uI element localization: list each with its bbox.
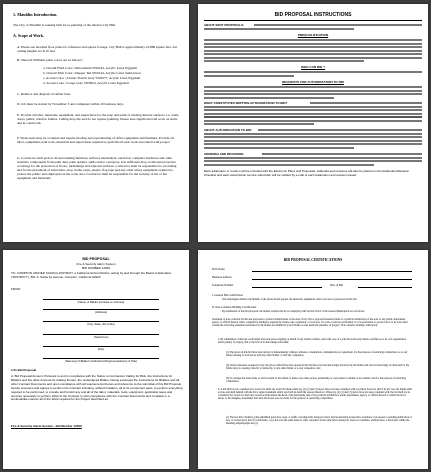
text-line (204, 97, 334, 99)
text-line (310, 102, 422, 104)
text-line (258, 129, 422, 131)
cert-paragraph-3: (3) No attempt has been made or will be made by the bidder to induce any other person, partnership or corporation to submit or not submit a bid for the purpose of restricting competition. (226, 377, 406, 384)
who-heading: WHO CAN BID ? (300, 65, 326, 69)
date-line (358, 287, 412, 288)
text-line (204, 160, 422, 162)
text-line (254, 24, 422, 26)
general-cert-body: The undersigned bidder will furnish, at the prices herein quoted, the materials, equipment, and/or services as proposed on this bid. (222, 298, 357, 301)
scope-item-c: C. Remove and disposal of rubber base. (17, 92, 72, 96)
text-line (204, 133, 422, 135)
bid-proposal-body: A. Bid Proposal Amount: Pursuant to and in compliance with the Notice to Contractors Calling for Bids, the Instructions for Bidders and the other documents relating thereto, the undersigned Bidder, having examined the Instructions for Bidders and all other Contract Documents and upon compliance with all requirements therein and reference to the submittal of this Bid Proposal, hereby proposes and agrees to perform the Contract including, without limitation, all of its component parts, to perform everything required to be performed, to provide and furnish any and all of the labor, materials, tools, equipment, applicable taxes and services necessary to perform Work of the Contract in strict compliance with the Contract Documents and complete in a workmanlike manner all of the Work required for the Project described as: (11, 374, 183, 402)
text-line (204, 109, 422, 111)
prequal-heading: PREQUALIFICATION (297, 33, 329, 37)
scope-item-b: B. Sherwin Williams paint colors are as follows: (17, 58, 83, 62)
instructions-title: BID PROPOSAL INSTRUCTIONS (274, 12, 352, 18)
scope-item-f: F. Work areas may be occupied and require moving and repositioning of office equipment and furniture. Provide all labor, equipment, haul tools, materials and supervision required to perform all such work associated with project. (17, 136, 174, 145)
cert-paragraph-b: b. A bid shall not be considered for award nor shall any award be made where (a) (1) (2) and (3) above have not been complied with; provided, however, that if in any case the bidder shall at state and shall furnish with the bid a signed statement which sets forth in detail the reasons therefore. Where (a) (1) (2) and (3) above have not been complied with, the bid shall not be considered for award nor shall any award be made unless the head of the purchasing unit of the political subdivision, public department, agency or official thereof to which the bid is made, or his designee, determines that such disclosure was not made for the purpose of restricting competition. (218, 388, 413, 401)
text-line (204, 57, 422, 59)
doc-page-certifications (198, 250, 428, 469)
color-c: c. Accent Color =Classic French Gray SW0077, Acrylic Latex Eggshell (43, 76, 141, 80)
cert-paragraph-a: a. By submission of this bid, each bidder and each person signing on behalf of any bidder certifies, and in the case of a joint bid each party thereto certifies as to its own organization, under penalty of perjury, that to the best of its knowledge and belief: (218, 338, 407, 345)
addenda-footer: Each addendum or revision will be included with the Electronic Plans and Proposals. Addenda and revisions will also be placed on the Addendum/Revision Checklist and each subscription service subscriber will be notified by e-mail of each addendum and revision issued. (204, 169, 410, 177)
about-heading: ABOUT AUTHORIZATION TO BID: (204, 128, 252, 132)
cert-paragraph-1: (1) The prices in this bid have been arrived at independently without collusion, consultation, communication or agreement, for the purpose of restricting competition, as to any matter relating to such prices with any other bidder or with any competitor; (226, 351, 408, 358)
text-line (204, 123, 314, 125)
addenda-heading: ADDENDA AND REVISIONS: (204, 152, 245, 156)
bid-proposal-project: Fire & Security Alarm System - Bid Number 12009 (11, 424, 82, 428)
submit-heading: ABOUT IDIOT PROPOSALS: (204, 23, 245, 27)
business-address-line (252, 279, 412, 280)
color-d: d. Accent Color =Cargo Gray SW0024, Acrylic Latex Eggshell (43, 81, 129, 85)
cert-paragraph-c: (1) The fact that a bidder (a) has published price lists, rates, or tariffs covering items being procured, (b) has informed prospective customers of proposed or pending publication of new or revised price lists for such items, or (c) has sold the same items to other customers at the same prices being bid, does not constitute, without more, a disclosure within the meaning subparagraph one (a). (226, 416, 412, 426)
text-line (204, 39, 422, 41)
text-line (204, 53, 422, 55)
certifications-title: BID PROPOSAL CERTIFICATIONS (283, 258, 343, 262)
text-line (204, 43, 422, 45)
text-line (204, 113, 422, 115)
label-firm: Firm Name (212, 268, 225, 271)
label-fax: (Fax) (97, 347, 105, 351)
text-line (204, 46, 422, 48)
doc-page-instructions (198, 4, 428, 242)
text-line (262, 153, 422, 155)
requests-heading: REQUESTS FOR AUTHORIZATION TO BID (282, 80, 344, 84)
text-line (204, 136, 422, 138)
scope-item-e: E. Provide all labor, materials, equipment, and supervision for the prep and paint of existing interior surfaces, i.e. walls, doors, jambs, window frames, Ceiling drop tile and do not require painting. Please note significant trim work on stairs and in courtroom. (17, 113, 180, 126)
proposal-from: FROM: (11, 287, 21, 291)
cert-paragraph-2: (2) Unless otherwise required by law, the prices which have been quoted in this bid have not been knowingly disclosed by the bidder and will not knowingly be disclosed by the bidder prior to opening, directly or indirectly, to any other bidder or to any competitor; and (226, 364, 410, 371)
proposal-to: TO: COMPTON UNIFIED SCHOOL DISTRICT, a California School District, acting by and through the Board of Education ("DISTRICT"), 501 S. Santa Fe Avenue, Compton, California 90220 (11, 271, 172, 279)
label-address: (Address) (94, 310, 108, 314)
text-line (204, 71, 422, 73)
what-heading: WHAT CONSTITUTES WRITTEN AUTHORIZATION TO BID? (204, 101, 288, 105)
noncollusive-body: By submission of this bid proposal, the bidder certifies that he is complying with Section 103-d of the General Municipal Law as follows: (222, 310, 365, 313)
proposal-subtitle-1: Fire & Security Alarm System (76, 262, 116, 266)
text-line (204, 50, 422, 52)
section-heading: 1. Mauldin Introduction. (13, 12, 58, 17)
scope-item-g: G. Contractor shall protect all surrounding furniture, surfaces mechanical, electrical, computer hardware and other sensitive components from paint dust, paint splatter, spills and/or overspray. Use sufficient drop cloths and protective coverings for the protection of floors, furnishings and adjacent surfaces. Contractor shall be responsible for providing and for the placement of barricades, drop cloths, tarps, plastic, flag tape and any other safety equipment required to protect the public and employees in the work area. Contractor shall be responsible for the security of his or her equipment and materials. (17, 156, 177, 181)
label-representative: (Name(s) of Bidder's Authorized Representative(s) & Title) (65, 359, 137, 363)
text-line (204, 120, 422, 122)
text-line (204, 60, 364, 62)
label-date-of-bid: Date of Bid (330, 284, 344, 287)
text-line (204, 147, 354, 149)
intro-paragraph: The City of Mauldin is seeking bids for re-painting of the interior City Hall. (13, 23, 117, 27)
text-line (204, 90, 422, 92)
firm-line (252, 271, 412, 272)
text-line (204, 164, 374, 166)
text-line (204, 157, 422, 159)
text-line (204, 93, 422, 95)
label-phone: (Telephone) (93, 335, 109, 339)
text-line (204, 116, 422, 118)
proposal-subtitle-2: BID NUMBER 12009 (81, 266, 110, 270)
text-line (204, 86, 422, 88)
text-line (204, 140, 422, 142)
label-city: (City, State, Zip Code) (87, 322, 115, 326)
scope-heading: A. Scope of Work. (13, 33, 44, 38)
text-line (204, 143, 422, 145)
title-rule (204, 20, 422, 21)
doc-page-scope (3, 4, 189, 242)
scope-item-a: A. Please see attached floor plans for reference and square footage. City Hall is approximately 23,889 square feet. All ceiling heights are 8-10 feet. (17, 45, 177, 54)
noncollusion-statement: Statement of non-collusion in bids and proposals to political subdivisions of the state. Every bid or proposal hereafter made to a political subdivision of the state or any public department, agency or official thereof where competitive bidding is required by statute, rule, regulation, or local law, for work or services performed or to be performed or goods sold or to be sold, shall contain the following statement subscribed by the bidder and affirmed by such bidder as true under the penalties of perjury: Non-collusive bidding certification. (212, 318, 408, 328)
bid-proposal-section: 1.01 Bid Proposal (11, 368, 37, 372)
color-b: b. Overall Trim Color =Dapper Tan SW6144, Acrylic Latex Semi-Gloss (43, 71, 141, 75)
text-line (204, 106, 422, 108)
color-a: a. Overall Field Color =Macadamia SW6142, Acrylic Latex Eggshell (43, 66, 137, 70)
scope-item-d: D. Job must be started by November 3 and completed within 10 business days. (17, 102, 124, 106)
proposal-title: BID PROPOSAL (82, 257, 110, 261)
noncollusive-heading: II. Non-Collusive Bidding Certification (212, 306, 257, 309)
label-bidder-name: (Name of Bidder as listed on License) (77, 300, 125, 304)
text-line (204, 28, 354, 30)
telephone-line (252, 287, 322, 288)
label-telephone: Telephone Number (212, 284, 234, 287)
label-business-address: Business Address (212, 276, 232, 279)
doc-page-bid-proposal (3, 250, 189, 469)
text-line (204, 75, 294, 77)
general-cert-heading: I. General Bid Certification (212, 294, 243, 297)
